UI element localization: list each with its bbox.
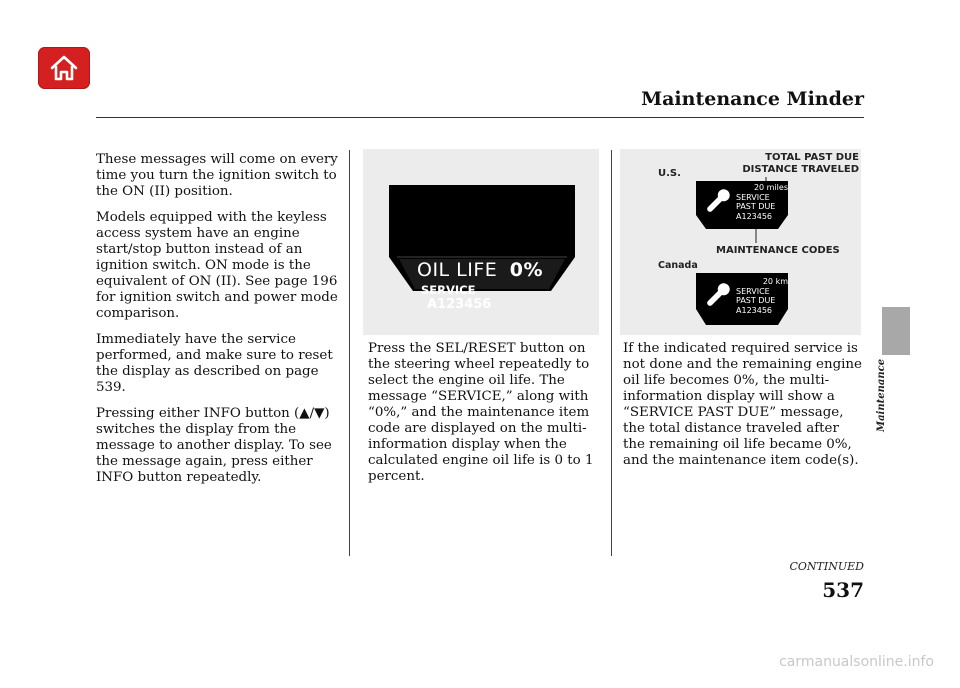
header-rule (96, 117, 864, 118)
page-title: Maintenance Minder (641, 88, 864, 110)
oil-life-display-figure (363, 149, 599, 335)
paragraph: Press the SEL/RESET button on the steering wheel repeatedly to select the engine oil life. The message “SERVICE,” along with “0%,” and the maintenance item code are displayed on the multi-information display when the calculated engine oil life is 0 to 1 percent. (368, 341, 594, 484)
ca-past-due-line: PAST DUE (736, 296, 776, 305)
paragraph: Models equipped with the keyless access system have an engine start/stop button instead of an ignition switch. ON mode is the equivalent of ON (II). See page 196 for ignition switch and power mode comparison. (96, 210, 338, 321)
paragraph: These messages will come on every time you turn the ignition switch to the ON (II) position. (96, 152, 338, 199)
us-past-due-line: PAST DUE (736, 202, 776, 211)
section-tab[interactable] (882, 307, 910, 355)
paragraph: Immediately have the service performed, and make sure to reset the display as described on page 539. (96, 332, 333, 395)
continued-label: CONTINUED (789, 560, 864, 573)
label-canada: Canada (658, 260, 698, 271)
home-icon (49, 55, 79, 81)
ca-distance: 20 km (762, 277, 788, 286)
column-divider (349, 150, 350, 556)
watermark: carmanualsonline.info (779, 654, 934, 670)
us-distance: 20 miles (753, 183, 788, 192)
section-tab-label: Maintenance (876, 358, 887, 432)
label-us: U.S. (658, 168, 681, 179)
maintenance-code: A123456 (427, 297, 492, 312)
label-maintenance-codes: MAINTENANCE CODES (716, 245, 840, 256)
text-column-2 (368, 341, 600, 495)
label-total-past-due: TOTAL PAST DUE (765, 152, 859, 163)
paragraph: If the indicated required service is not done and the remaining engine oil life becomes 0%, the multi-information display will show a “SERVICE PAST DUE” message, the total distance traveled after the remaining oil life became 0%, and the maintenance item code(s). (623, 341, 862, 468)
text-column-3 (623, 341, 865, 479)
us-maintenance-code: A123456 (736, 211, 773, 221)
column-divider (611, 150, 612, 556)
label-distance-traveled: DISTANCE TRAVELED (742, 164, 859, 175)
home-button[interactable] (38, 47, 90, 89)
service-label: SERVICE (421, 283, 476, 297)
us-service-line: SERVICE (736, 192, 770, 202)
text-column-1 (96, 152, 338, 496)
oil-life-label: OIL LIFE (417, 259, 498, 281)
service-past-due-figure (620, 149, 861, 335)
page-number: 537 (822, 578, 864, 602)
ca-maintenance-code: A123456 (736, 305, 773, 315)
paragraph: Pressing either INFO button (▲/▼) switches the display from the message to another display. To see the message again, press either INFO button repeatedly. (96, 406, 332, 485)
ca-service-line: SERVICE (736, 286, 770, 296)
oil-life-value: 0% (509, 259, 543, 281)
